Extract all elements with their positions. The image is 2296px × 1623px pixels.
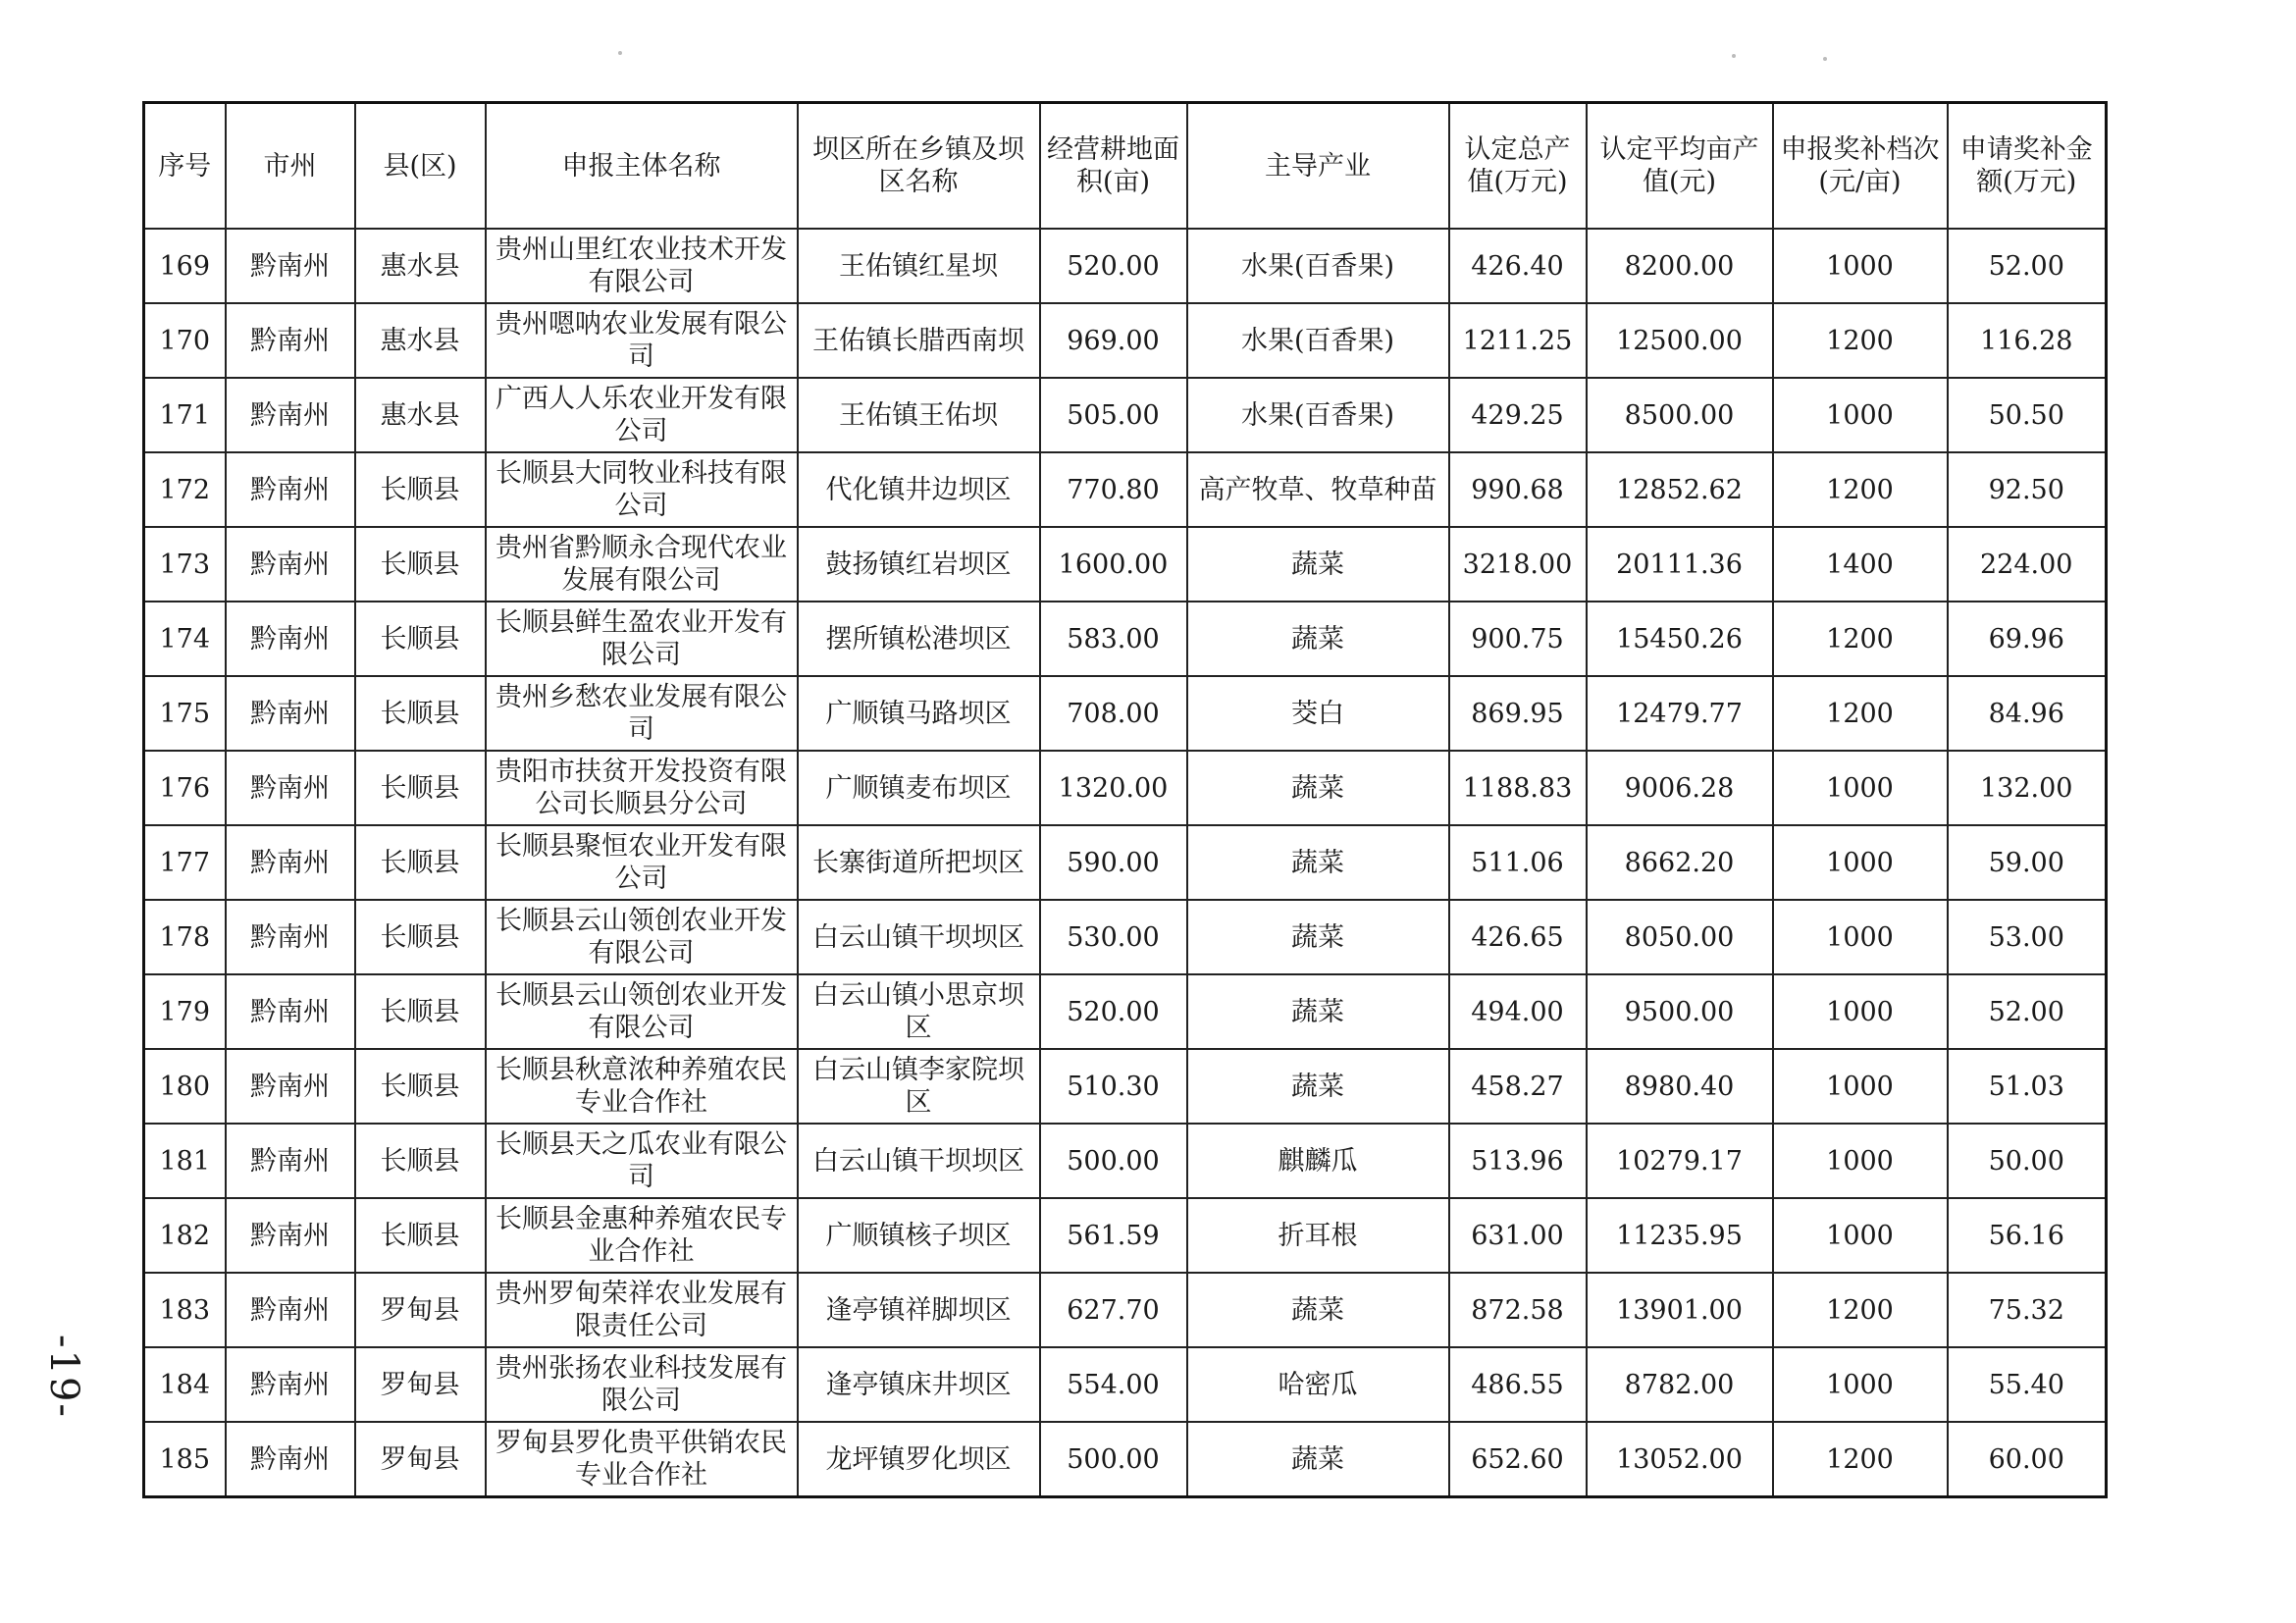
cell-applicant: 长顺县秋意浓种养殖农民专业合作社 — [486, 1049, 798, 1124]
col-header-area: 经营耕地面积(亩) — [1040, 103, 1187, 230]
table-row — [144, 1049, 2107, 1124]
cell-total-value: 429.25 — [1449, 378, 1587, 452]
cell-area: 500.00 — [1040, 1422, 1187, 1497]
cell-subsidy-amount: 52.00 — [1948, 974, 2107, 1049]
cell-area: 1600.00 — [1040, 527, 1187, 602]
cell-area: 520.00 — [1040, 974, 1187, 1049]
table-row — [144, 676, 2107, 751]
cell-city: 黔南州 — [226, 1198, 355, 1273]
col-header-subsidy-tier: 申报奖补档次(元/亩) — [1773, 103, 1948, 230]
cell-applicant: 贵州张扬农业科技发展有限公司 — [486, 1347, 798, 1422]
header-row — [144, 103, 2107, 230]
cell-index: 181 — [144, 1124, 226, 1198]
cell-area: 590.00 — [1040, 825, 1187, 900]
cell-city: 黔南州 — [226, 676, 355, 751]
cell-total-value: 652.60 — [1449, 1422, 1587, 1497]
cell-total-value: 869.95 — [1449, 676, 1587, 751]
col-header-applicant: 申报主体名称 — [486, 103, 798, 230]
cell-subsidy-amount: 53.00 — [1948, 900, 2107, 974]
cell-location: 白云山镇干坝坝区 — [798, 900, 1040, 974]
cell-location: 鼓扬镇红岩坝区 — [798, 527, 1040, 602]
cell-subsidy-amount: 132.00 — [1948, 751, 2107, 825]
cell-subsidy-amount: 50.50 — [1948, 378, 2107, 452]
cell-subsidy-tier: 1200 — [1773, 602, 1948, 676]
table-row — [144, 1198, 2107, 1273]
table-row — [144, 825, 2107, 900]
table-row — [144, 527, 2107, 602]
cell-subsidy-amount: 55.40 — [1948, 1347, 2107, 1422]
cell-county: 长顺县 — [355, 1124, 486, 1198]
cell-area: 627.70 — [1040, 1273, 1187, 1347]
cell-applicant: 长顺县云山领创农业开发有限公司 — [486, 900, 798, 974]
cell-avg-value: 9006.28 — [1587, 751, 1773, 825]
cell-avg-value: 15450.26 — [1587, 602, 1773, 676]
subsidy-table — [142, 101, 2108, 1498]
cell-subsidy-tier: 1200 — [1773, 1422, 1948, 1497]
cell-location: 长寨街道所把坝区 — [798, 825, 1040, 900]
cell-applicant: 贵阳市扶贫开发投资有限公司长顺县分公司 — [486, 751, 798, 825]
cell-industry: 蔬菜 — [1187, 974, 1449, 1049]
cell-avg-value: 12500.00 — [1587, 303, 1773, 378]
cell-subsidy-tier: 1000 — [1773, 974, 1948, 1049]
cell-avg-value: 10279.17 — [1587, 1124, 1773, 1198]
cell-subsidy-tier: 1200 — [1773, 452, 1948, 527]
cell-county: 长顺县 — [355, 676, 486, 751]
cell-industry: 水果(百香果) — [1187, 378, 1449, 452]
cell-applicant: 贵州乡愁农业发展有限公司 — [486, 676, 798, 751]
cell-subsidy-amount: 92.50 — [1948, 452, 2107, 527]
cell-subsidy-tier: 1000 — [1773, 900, 1948, 974]
cell-county: 长顺县 — [355, 825, 486, 900]
cell-subsidy-tier: 1000 — [1773, 825, 1948, 900]
table-row — [144, 1124, 2107, 1198]
cell-location: 王佑镇长腊西南坝 — [798, 303, 1040, 378]
cell-industry: 水果(百香果) — [1187, 303, 1449, 378]
cell-total-value: 3218.00 — [1449, 527, 1587, 602]
cell-industry: 蔬菜 — [1187, 527, 1449, 602]
cell-location: 广顺镇马路坝区 — [798, 676, 1040, 751]
cell-total-value: 1188.83 — [1449, 751, 1587, 825]
cell-total-value: 486.55 — [1449, 1347, 1587, 1422]
table-row — [144, 303, 2107, 378]
cell-avg-value: 20111.36 — [1587, 527, 1773, 602]
cell-area: 561.59 — [1040, 1198, 1187, 1273]
cell-city: 黔南州 — [226, 1124, 355, 1198]
cell-subsidy-amount: 60.00 — [1948, 1422, 2107, 1497]
cell-subsidy-tier: 1000 — [1773, 1049, 1948, 1124]
cell-industry: 折耳根 — [1187, 1198, 1449, 1273]
cell-subsidy-amount: 52.00 — [1948, 229, 2107, 303]
cell-location: 逢亭镇床井坝区 — [798, 1347, 1040, 1422]
cell-avg-value: 11235.95 — [1587, 1198, 1773, 1273]
table-row — [144, 751, 2107, 825]
cell-total-value: 458.27 — [1449, 1049, 1587, 1124]
col-header-county: 县(区) — [355, 103, 486, 230]
cell-applicant: 长顺县云山领创农业开发有限公司 — [486, 974, 798, 1049]
cell-industry: 蔬菜 — [1187, 900, 1449, 974]
cell-location: 白云山镇小思京坝区 — [798, 974, 1040, 1049]
cell-county: 长顺县 — [355, 974, 486, 1049]
cell-subsidy-tier: 1400 — [1773, 527, 1948, 602]
cell-city: 黔南州 — [226, 751, 355, 825]
cell-total-value: 990.68 — [1449, 452, 1587, 527]
cell-area: 1320.00 — [1040, 751, 1187, 825]
table-row — [144, 452, 2107, 527]
cell-avg-value: 8200.00 — [1587, 229, 1773, 303]
cell-location: 白云山镇干坝坝区 — [798, 1124, 1040, 1198]
cell-applicant: 贵州嗯呐农业发展有限公司 — [486, 303, 798, 378]
cell-county: 长顺县 — [355, 900, 486, 974]
table-row — [144, 1422, 2107, 1497]
cell-subsidy-tier: 1000 — [1773, 229, 1948, 303]
cell-industry: 蔬菜 — [1187, 1422, 1449, 1497]
cell-area: 500.00 — [1040, 1124, 1187, 1198]
cell-avg-value: 12852.62 — [1587, 452, 1773, 527]
cell-subsidy-amount: 51.03 — [1948, 1049, 2107, 1124]
cell-total-value: 513.96 — [1449, 1124, 1587, 1198]
table-row — [144, 900, 2107, 974]
cell-subsidy-amount: 59.00 — [1948, 825, 2107, 900]
cell-city: 黔南州 — [226, 229, 355, 303]
col-header-industry: 主导产业 — [1187, 103, 1449, 230]
cell-index: 183 — [144, 1273, 226, 1347]
cell-subsidy-amount: 75.32 — [1948, 1273, 2107, 1347]
cell-county: 长顺县 — [355, 602, 486, 676]
cell-applicant: 长顺县聚恒农业开发有限公司 — [486, 825, 798, 900]
cell-county: 长顺县 — [355, 1198, 486, 1273]
cell-avg-value: 8782.00 — [1587, 1347, 1773, 1422]
cell-index: 185 — [144, 1422, 226, 1497]
cell-index: 176 — [144, 751, 226, 825]
cell-location: 龙坪镇罗化坝区 — [798, 1422, 1040, 1497]
cell-subsidy-tier: 1000 — [1773, 751, 1948, 825]
col-header-total-value: 认定总产值(万元) — [1449, 103, 1587, 230]
cell-applicant: 广西人人乐农业开发有限公司 — [486, 378, 798, 452]
cell-index: 173 — [144, 527, 226, 602]
cell-index: 177 — [144, 825, 226, 900]
cell-city: 黔南州 — [226, 974, 355, 1049]
cell-avg-value: 8980.40 — [1587, 1049, 1773, 1124]
cell-index: 175 — [144, 676, 226, 751]
cell-area: 520.00 — [1040, 229, 1187, 303]
cell-total-value: 631.00 — [1449, 1198, 1587, 1273]
cell-location: 广顺镇麦布坝区 — [798, 751, 1040, 825]
cell-county: 长顺县 — [355, 452, 486, 527]
scan-speck — [618, 51, 622, 55]
cell-location: 摆所镇松港坝区 — [798, 602, 1040, 676]
table-row — [144, 602, 2107, 676]
col-header-index: 序号 — [144, 103, 226, 230]
cell-city: 黔南州 — [226, 303, 355, 378]
cell-industry: 蔬菜 — [1187, 751, 1449, 825]
cell-county: 长顺县 — [355, 1049, 486, 1124]
cell-industry: 蔬菜 — [1187, 1049, 1449, 1124]
cell-area: 530.00 — [1040, 900, 1187, 974]
cell-location: 逢亭镇祥脚坝区 — [798, 1273, 1040, 1347]
cell-city: 黔南州 — [226, 527, 355, 602]
cell-applicant: 贵州省黔顺永合现代农业发展有限公司 — [486, 527, 798, 602]
cell-total-value: 426.40 — [1449, 229, 1587, 303]
cell-subsidy-tier: 1200 — [1773, 676, 1948, 751]
cell-subsidy-tier: 1000 — [1773, 1198, 1948, 1273]
cell-county: 罗甸县 — [355, 1422, 486, 1497]
cell-city: 黔南州 — [226, 1049, 355, 1124]
table-row — [144, 1347, 2107, 1422]
cell-total-value: 426.65 — [1449, 900, 1587, 974]
cell-index: 178 — [144, 900, 226, 974]
cell-industry: 蔬菜 — [1187, 602, 1449, 676]
table-row — [144, 378, 2107, 452]
cell-avg-value: 13052.00 — [1587, 1422, 1773, 1497]
cell-avg-value: 13901.00 — [1587, 1273, 1773, 1347]
cell-avg-value: 8050.00 — [1587, 900, 1773, 974]
cell-subsidy-tier: 1200 — [1773, 1273, 1948, 1347]
cell-county: 惠水县 — [355, 378, 486, 452]
cell-index: 174 — [144, 602, 226, 676]
cell-avg-value: 12479.77 — [1587, 676, 1773, 751]
table-row — [144, 229, 2107, 303]
cell-city: 黔南州 — [226, 1347, 355, 1422]
cell-subsidy-tier: 1000 — [1773, 1347, 1948, 1422]
cell-city: 黔南州 — [226, 452, 355, 527]
cell-index: 171 — [144, 378, 226, 452]
cell-industry: 哈密瓜 — [1187, 1347, 1449, 1422]
cell-industry: 蔬菜 — [1187, 1273, 1449, 1347]
cell-city: 黔南州 — [226, 825, 355, 900]
cell-index: 170 — [144, 303, 226, 378]
cell-avg-value: 8662.20 — [1587, 825, 1773, 900]
col-header-subsidy-amount: 申请奖补金额(万元) — [1948, 103, 2107, 230]
cell-index: 172 — [144, 452, 226, 527]
cell-industry: 麒麟瓜 — [1187, 1124, 1449, 1198]
cell-county: 长顺县 — [355, 527, 486, 602]
cell-city: 黔南州 — [226, 1273, 355, 1347]
cell-area: 770.80 — [1040, 452, 1187, 527]
cell-city: 黔南州 — [226, 1422, 355, 1497]
cell-area: 554.00 — [1040, 1347, 1187, 1422]
cell-location: 广顺镇核子坝区 — [798, 1198, 1040, 1273]
cell-city: 黔南州 — [226, 900, 355, 974]
cell-avg-value: 8500.00 — [1587, 378, 1773, 452]
col-header-location: 坝区所在乡镇及坝区名称 — [798, 103, 1040, 230]
col-header-avg-value: 认定平均亩产值(元) — [1587, 103, 1773, 230]
cell-county: 惠水县 — [355, 303, 486, 378]
cell-applicant: 长顺县大同牧业科技有限公司 — [486, 452, 798, 527]
scan-speck — [1732, 54, 1736, 58]
cell-subsidy-amount: 69.96 — [1948, 602, 2107, 676]
cell-total-value: 872.58 — [1449, 1273, 1587, 1347]
cell-index: 180 — [144, 1049, 226, 1124]
cell-total-value: 1211.25 — [1449, 303, 1587, 378]
cell-subsidy-tier: 1000 — [1773, 1124, 1948, 1198]
cell-county: 罗甸县 — [355, 1347, 486, 1422]
cell-applicant: 长顺县天之瓜农业有限公司 — [486, 1124, 798, 1198]
cell-subsidy-amount: 224.00 — [1948, 527, 2107, 602]
cell-subsidy-tier: 1000 — [1773, 378, 1948, 452]
cell-total-value: 494.00 — [1449, 974, 1587, 1049]
cell-subsidy-amount: 84.96 — [1948, 676, 2107, 751]
table-row — [144, 974, 2107, 1049]
page-number: -19- — [41, 1335, 86, 1419]
cell-area: 583.00 — [1040, 602, 1187, 676]
cell-city: 黔南州 — [226, 378, 355, 452]
cell-subsidy-amount: 116.28 — [1948, 303, 2107, 378]
cell-total-value: 900.75 — [1449, 602, 1587, 676]
cell-index: 169 — [144, 229, 226, 303]
col-header-city: 市州 — [226, 103, 355, 230]
cell-location: 王佑镇王佑坝 — [798, 378, 1040, 452]
cell-applicant: 罗甸县罗化贵平供销农民专业合作社 — [486, 1422, 798, 1497]
cell-location: 王佑镇红星坝 — [798, 229, 1040, 303]
cell-applicant: 长顺县鲜生盈农业开发有限公司 — [486, 602, 798, 676]
cell-industry: 茭白 — [1187, 676, 1449, 751]
cell-subsidy-amount: 56.16 — [1948, 1198, 2107, 1273]
cell-index: 184 — [144, 1347, 226, 1422]
cell-applicant: 贵州罗甸荣祥农业发展有限责任公司 — [486, 1273, 798, 1347]
table-row — [144, 1273, 2107, 1347]
cell-industry: 高产牧草、牧草种苗 — [1187, 452, 1449, 527]
cell-industry: 蔬菜 — [1187, 825, 1449, 900]
cell-area: 708.00 — [1040, 676, 1187, 751]
cell-location: 代化镇井边坝区 — [798, 452, 1040, 527]
cell-subsidy-amount: 50.00 — [1948, 1124, 2107, 1198]
cell-county: 罗甸县 — [355, 1273, 486, 1347]
scan-speck — [1823, 57, 1827, 61]
cell-total-value: 511.06 — [1449, 825, 1587, 900]
cell-applicant: 贵州山里红农业技术开发有限公司 — [486, 229, 798, 303]
cell-index: 182 — [144, 1198, 226, 1273]
cell-county: 惠水县 — [355, 229, 486, 303]
cell-applicant: 长顺县金惠种养殖农民专业合作社 — [486, 1198, 798, 1273]
cell-area: 505.00 — [1040, 378, 1187, 452]
cell-location: 白云山镇李家院坝区 — [798, 1049, 1040, 1124]
cell-county: 长顺县 — [355, 751, 486, 825]
cell-area: 969.00 — [1040, 303, 1187, 378]
cell-industry: 水果(百香果) — [1187, 229, 1449, 303]
cell-avg-value: 9500.00 — [1587, 974, 1773, 1049]
cell-index: 179 — [144, 974, 226, 1049]
cell-subsidy-tier: 1200 — [1773, 303, 1948, 378]
cell-area: 510.30 — [1040, 1049, 1187, 1124]
cell-city: 黔南州 — [226, 602, 355, 676]
